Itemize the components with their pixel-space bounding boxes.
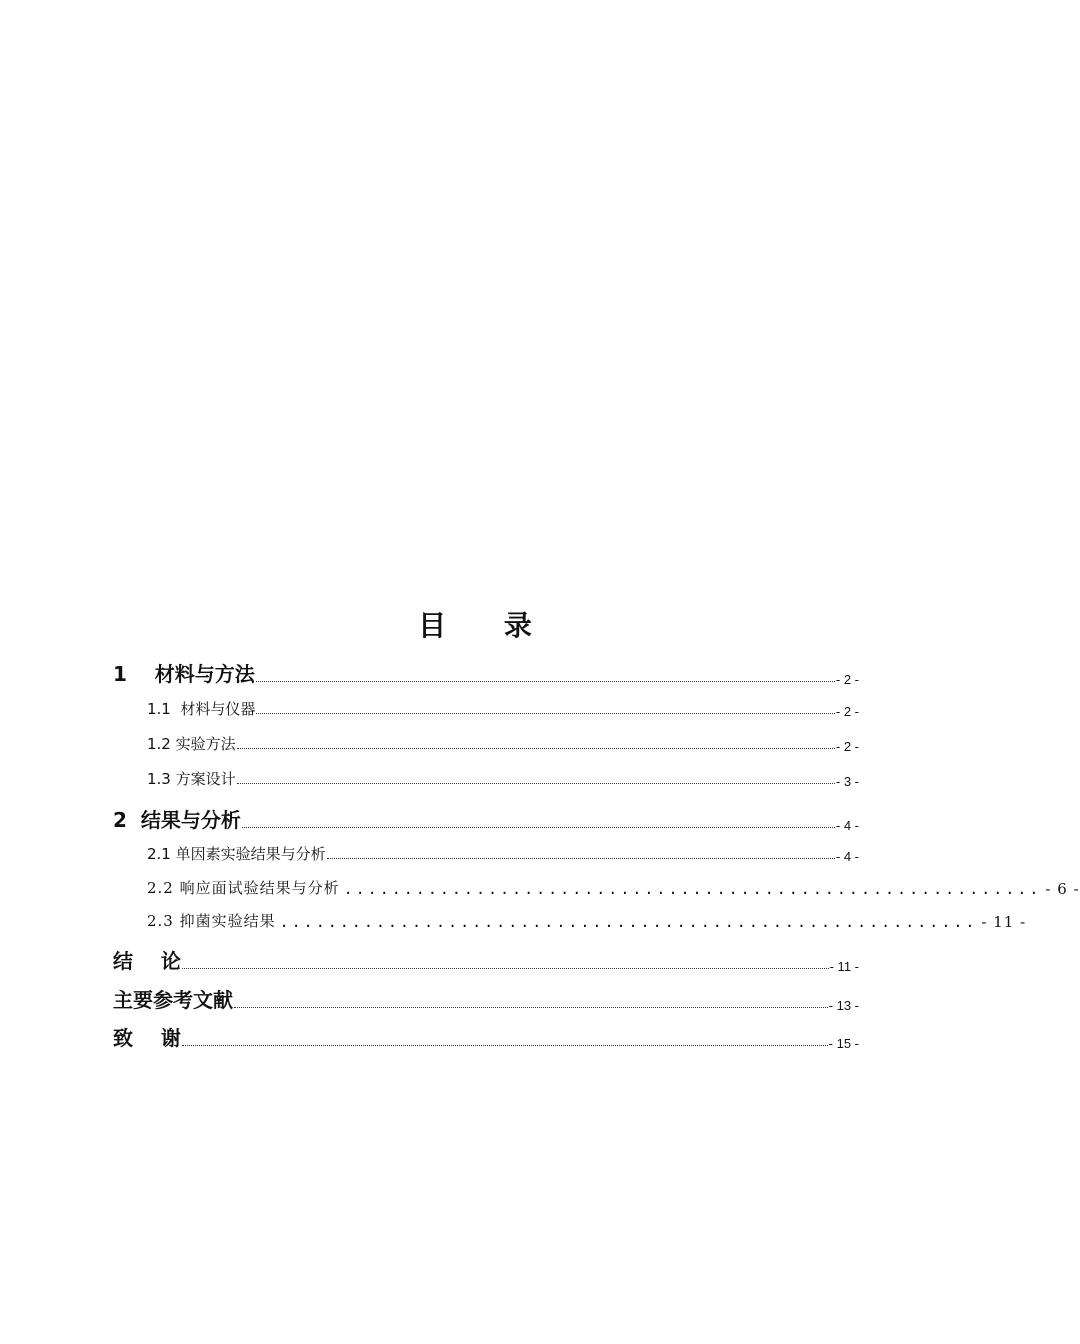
- toc-page-number: - 3 -: [835, 774, 859, 789]
- toc-entry-experiment-methods[interactable]: [147, 733, 859, 754]
- toc-entry-label: 结 论: [113, 949, 181, 973]
- toc-entry-materials-instruments[interactable]: [147, 698, 859, 719]
- toc-leader-dots: [256, 712, 834, 714]
- toc-entry-label: 主要参考文献: [113, 988, 233, 1012]
- toc-entry-label: 2.2 响应面试验结果与分析: [147, 879, 340, 897]
- toc-leader-dots: [327, 857, 835, 859]
- toc-entry-label: 2.1 单因素实验结果与分析: [147, 845, 326, 863]
- toc-entry-response-surface[interactable]: [147, 877, 1080, 898]
- toc-leader-dots: [242, 826, 835, 828]
- toc-leader-dots: ..........................................................: [343, 880, 1042, 898]
- toc-entry-label: 2.3 抑菌实验结果: [147, 912, 276, 930]
- toc-page-number: - 6 -: [1045, 880, 1080, 898]
- toc-entry-conclusion[interactable]: [113, 945, 859, 974]
- toc-entry-antibacterial[interactable]: [147, 910, 1027, 931]
- toc-page-number: - 2 -: [835, 739, 859, 754]
- toc-leader-dots: [182, 1044, 828, 1046]
- toc-entry-label: 1.2 实验方法: [147, 735, 236, 753]
- toc-page-number: - 4 -: [835, 849, 859, 864]
- toc-leader-dots: ..........................................................: [279, 913, 978, 931]
- toc-page-number: - 11 -: [981, 913, 1027, 931]
- toc-entry-acknowledgements[interactable]: [113, 1022, 859, 1051]
- toc-page-number: - 15 -: [828, 1036, 859, 1051]
- toc-entry-scheme-design[interactable]: [147, 768, 859, 789]
- toc-leader-dots: [234, 1006, 828, 1008]
- toc-entry-label: 1 材料与方法: [113, 662, 255, 686]
- toc-page-number: - 13 -: [828, 998, 859, 1013]
- toc-entry-label: 2 结果与分析: [113, 808, 241, 832]
- toc-title: 目 录: [418, 609, 556, 642]
- toc-leader-dots: [256, 680, 835, 682]
- toc-entry-materials-methods[interactable]: [113, 658, 859, 687]
- toc-page-number: - 2 -: [835, 672, 859, 687]
- toc-entry-references[interactable]: [113, 984, 859, 1013]
- toc-page-number: - 4 -: [835, 818, 859, 833]
- toc-page-number: - 11 -: [829, 959, 859, 974]
- toc-entry-label: 1.3 方案设计: [147, 770, 236, 788]
- toc-entry-label: 1.1 材料与仪器: [147, 700, 256, 718]
- toc-leader-dots: [237, 747, 835, 749]
- toc-entry-results-analysis[interactable]: [113, 804, 859, 833]
- toc-page-number: - 2 -: [835, 704, 859, 719]
- toc-entry-label: 致 谢: [113, 1026, 181, 1050]
- toc-leader-dots: [237, 782, 835, 784]
- toc-entry-single-factor[interactable]: [147, 843, 859, 864]
- toc-leader-dots: [182, 967, 829, 969]
